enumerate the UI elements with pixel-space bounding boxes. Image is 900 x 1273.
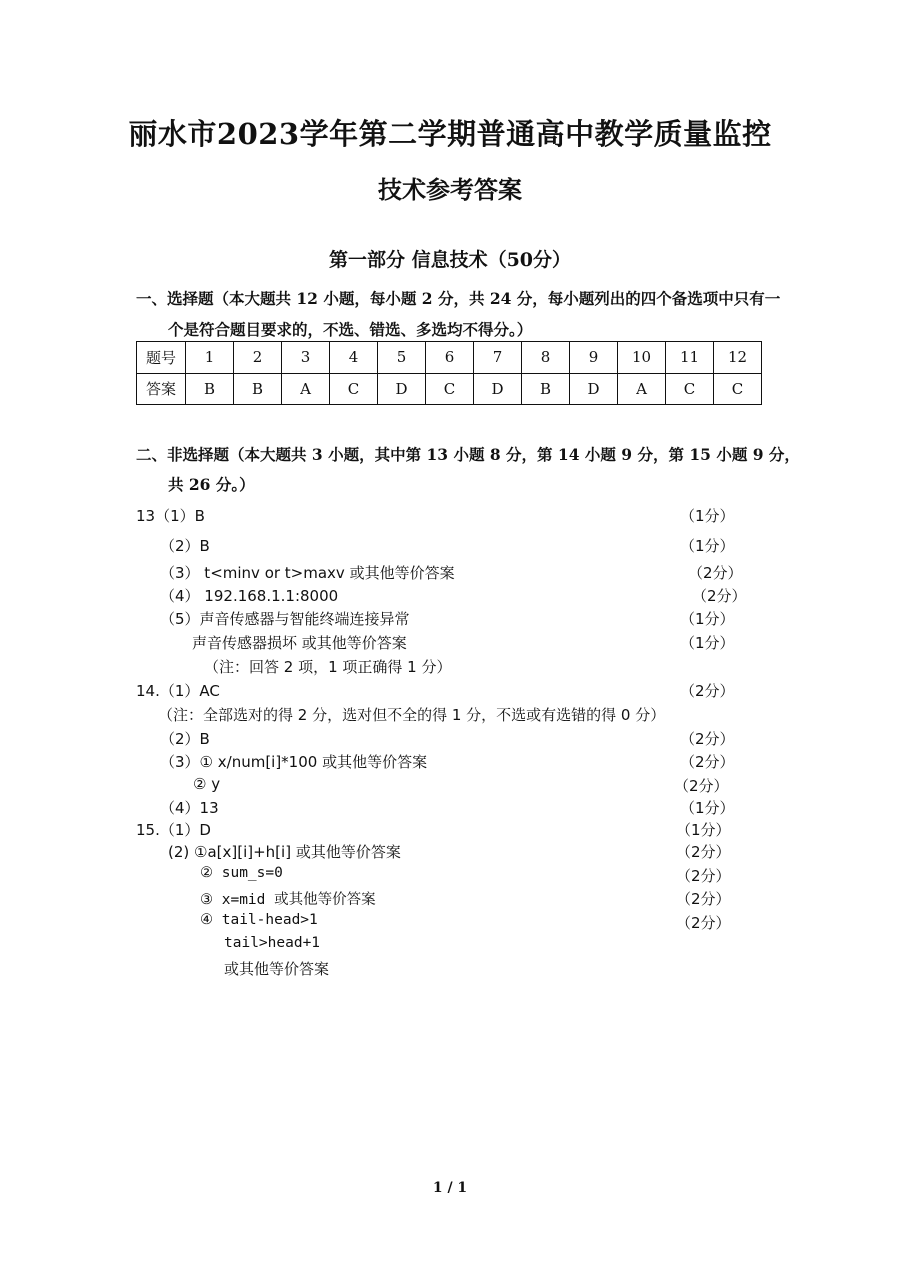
page-subtitle: 技术参考答案 (378, 175, 522, 204)
question-number: 7 (474, 342, 522, 374)
points-label: （2分） (680, 682, 735, 700)
answer-line: （4）13 (160, 799, 219, 817)
answer-line: （3） t<minv or t>maxv 或其他等价答案 (160, 564, 455, 582)
points-label: （1分） (680, 537, 735, 555)
answer-line: (2) ①a[x][i]+h[i] 或其他等价答案 (168, 843, 401, 861)
answer-line: 声音传感器损坏 或其他等价答案 (192, 634, 407, 652)
points-label: （1分） (680, 507, 735, 525)
answer-line: 14.（1）AC (136, 682, 220, 700)
answer-line: ④ tail-head>1 (200, 912, 318, 928)
points-label: （2分） (676, 890, 731, 908)
question-number: 11 (666, 342, 714, 374)
answer-line: 或其他等价答案 (224, 960, 330, 978)
answer-line: （2）B (160, 730, 210, 748)
section1-heading: 一、选择题（本大题共 12 小题，每小题 2 分，共 24 分，每小题列出的四个备选项中只有一 (136, 289, 781, 308)
question-number: 8 (522, 342, 570, 374)
answer-cell: C (330, 373, 378, 405)
row-label: 题号 (137, 342, 186, 374)
points-label: （1分） (680, 610, 735, 628)
answer-line: 13（1）B (136, 507, 205, 525)
points-label: （2分） (688, 564, 743, 582)
answer-line: ② y (193, 775, 221, 793)
answer-line: （2）B (160, 537, 210, 555)
answer-cell: D (570, 373, 618, 405)
points-label: （2分） (680, 730, 735, 748)
answer-line: （5）声音传感器与智能终端连接异常 (160, 610, 410, 628)
answer-cell: C (666, 373, 714, 405)
section2-heading-cont: 共 26 分。） (168, 475, 255, 494)
answer-cell: A (618, 373, 666, 405)
answer-cell: C (714, 373, 762, 405)
page-number: 1 / 1 (432, 1180, 468, 1196)
answer-line: （3）① x/num[i]*100 或其他等价答案 (160, 753, 428, 771)
answer-table (136, 341, 762, 405)
answer-cell: D (378, 373, 426, 405)
table-row (137, 342, 762, 374)
question-number: 12 (714, 342, 762, 374)
question-number: 10 (618, 342, 666, 374)
page-title: 丽水市2023学年第二学期普通高中教学质量监控 (128, 117, 772, 151)
answer-cell: D (474, 373, 522, 405)
note-line: （注：全部选对的得 2 分，选对但不全的得 1 分，不选或有选错的得 0 分） (158, 706, 666, 724)
section1-heading-cont: 个是符合题目要求的，不选、错选、多选均不得分。） (168, 320, 533, 339)
answer-line: ③ x=mid 或其他等价答案 (200, 892, 376, 908)
question-number: 4 (330, 342, 378, 374)
section2-heading: 二、非选择题（本大题共 3 小题，其中第 13 小题 8 分，第 14 小题 9 分，第 15 小题 9 分， (136, 445, 800, 464)
question-number: 9 (570, 342, 618, 374)
answer-cell: C (426, 373, 474, 405)
answer-line: ② sum_s=0 (200, 865, 283, 881)
points-label: （2分） (676, 867, 731, 885)
answer-cell: B (522, 373, 570, 405)
answer-cell: A (282, 373, 330, 405)
answer-line: tail>head+1 (224, 935, 321, 951)
question-number: 3 (282, 342, 330, 374)
question-number: 5 (378, 342, 426, 374)
note-line: （注：回答 2 项，1 项正确得 1 分） (204, 658, 452, 676)
points-label: （1分） (680, 634, 735, 652)
points-label: （1分） (676, 821, 731, 839)
answer-line: （4） 192.168.1.1:8000 (160, 587, 339, 605)
row-label: 答案 (137, 373, 186, 405)
points-label: （1分） (680, 799, 735, 817)
table-row (137, 373, 762, 405)
points-label: （2分） (676, 914, 731, 932)
question-number: 6 (426, 342, 474, 374)
answer-cell: B (186, 373, 234, 405)
points-label: （2分） (692, 587, 747, 605)
question-number: 2 (234, 342, 282, 374)
answer-cell: B (234, 373, 282, 405)
part-title: 第一部分 信息技术（50分） (328, 249, 572, 271)
points-label: （2分） (674, 777, 729, 795)
points-label: （2分） (680, 753, 735, 771)
question-number: 1 (186, 342, 234, 374)
answer-line: 15.（1）D (136, 821, 211, 839)
points-label: （2分） (676, 843, 731, 861)
